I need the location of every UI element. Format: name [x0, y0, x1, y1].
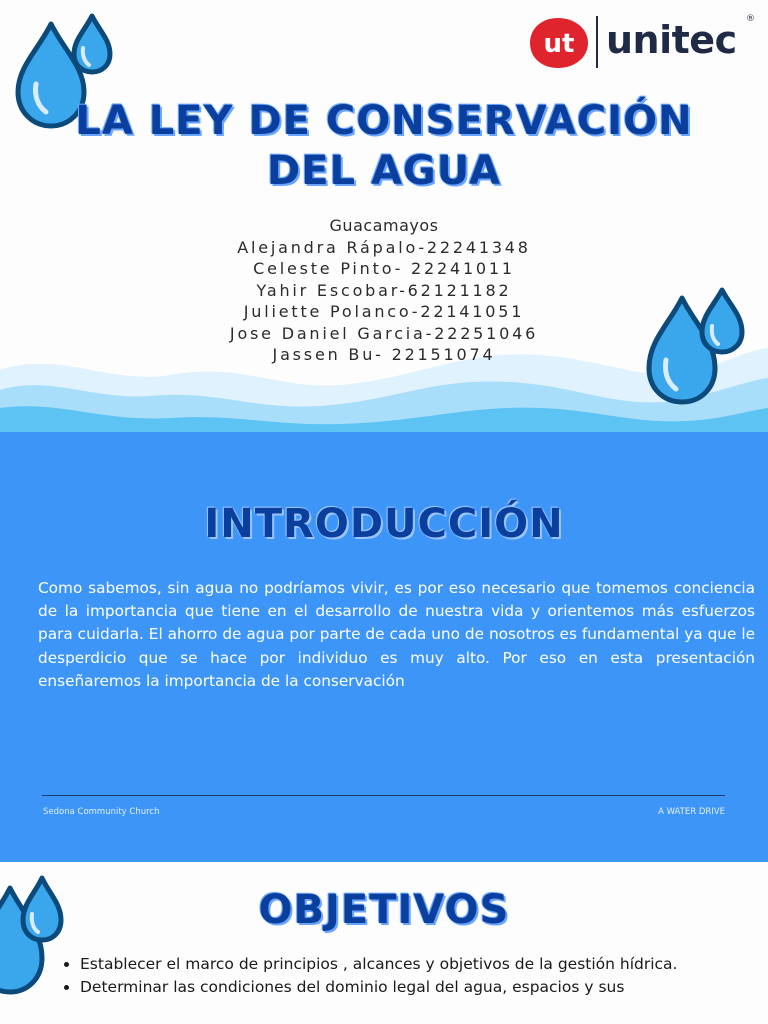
list-item: • Establecer el marco de principios , alcances y objetivos de la gestión hídrica.: [80, 953, 742, 976]
member-name: Jassen Bu- 22151074: [272, 345, 496, 364]
logo-wordmark: unitec: [606, 18, 737, 62]
list-item: • Determinar las condiciones del dominio legal del agua, espacios y sus: [80, 976, 742, 999]
unitec-logo: [528, 14, 756, 70]
section-title: OBJETIVOS: [258, 887, 510, 933]
presentation-title: LA LEY DE CONSERVACIÓN DEL AGUA: [75, 98, 693, 194]
member-name: Alejandra Rápalo-22241348: [237, 237, 531, 257]
member-name: Celeste Pinto- 22241011: [253, 259, 515, 278]
footer-tagline: A WATER DRIVE: [658, 807, 725, 817]
member-name: Jose Daniel Garcia-22251046: [229, 323, 539, 343]
slide-introduction: [0, 432, 768, 862]
slide-title: [0, 0, 768, 432]
logo-divider: [596, 16, 598, 68]
member-name: Juliette Polanco-22141051: [243, 302, 525, 321]
footer-organization: Sedona Community Church: [43, 807, 160, 817]
team-name: Guacamayos: [329, 216, 439, 235]
slide-objectives: [0, 862, 768, 1024]
divider: [42, 795, 725, 796]
registered-mark: ®: [746, 14, 755, 24]
section-title: INTRODUCCIÓN: [204, 501, 564, 547]
member-name: Yahir Escobar-62121182: [256, 280, 512, 300]
svg-text:ut: ut: [543, 29, 575, 59]
introduction-paragraph: Como sabemos, sin agua no podríamos vivir, es por eso necesario que tomemos conciencia de la importancia que tiene en el desarrollo de nuestra vida y orientemos más esfuerzos para cuidarla. El ahorro de agua por parte de cada uno de nosotros es fundamental ya que le desperdicio que se hace por individuo es muy alto. Por eso en esta presentación enseñaremos la importancia de la conservación: [38, 579, 755, 690]
objectives-list: [62, 953, 742, 998]
ut-badge-icon: [528, 16, 592, 70]
authors-block: [0, 215, 768, 366]
